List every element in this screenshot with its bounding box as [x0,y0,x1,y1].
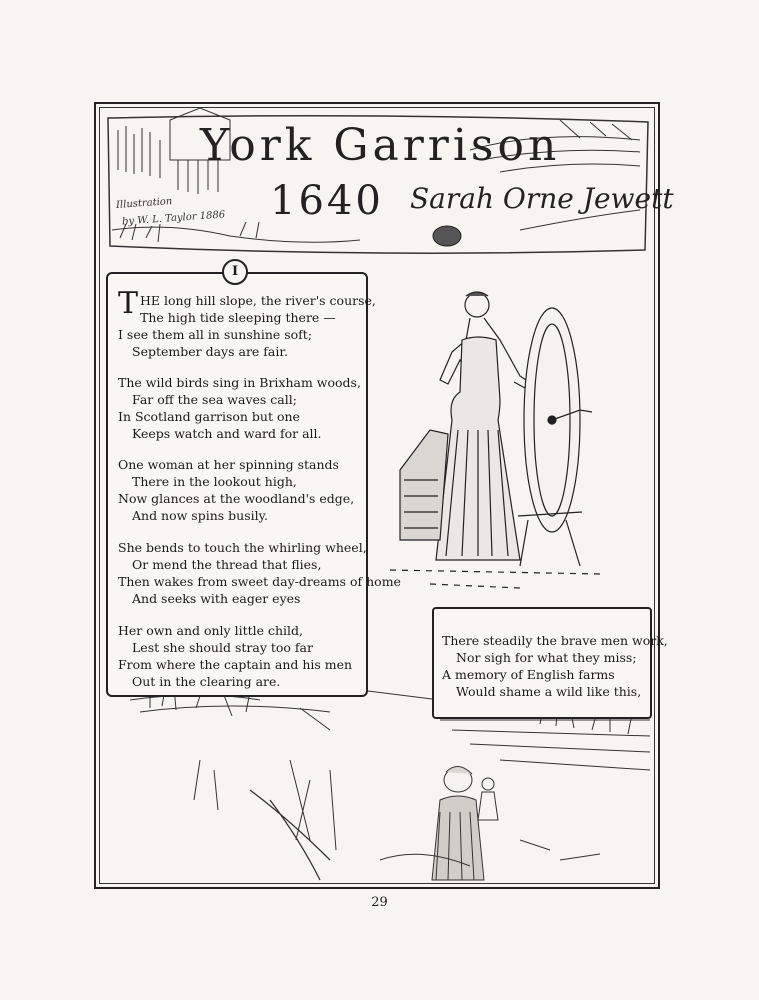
drop-cap: T [118,286,139,321]
verse-line: And seeks with eager eyes [132,591,301,606]
verse-line: There steadily the brave men work, [442,633,668,648]
poem-title: York Garrison [200,120,561,171]
verse-line: Then wakes from sweet day-dreams of home [118,574,401,589]
verse-line: Keeps watch and ward for all. [132,426,322,441]
poem-author: Sarah Orne Jewett [410,182,674,215]
verse-line: Would shame a wild like this, [456,684,642,699]
verse-line: HE long hill slope, the river's course, [140,293,376,308]
verse-line: From where the captain and his men [118,657,353,672]
stanza-3 [118,456,368,524]
verse-line: Out in the clearing are. [132,674,281,689]
section-marker: I [222,259,248,285]
verse-line: The wild birds sing in Brixham woods, [118,375,361,390]
verse-line: There in the lookout high, [132,474,297,489]
verse-line: She bends to touch the whirling wheel, [118,540,367,555]
verse-line: Lest she should stray too far [132,640,313,655]
stanza-4 [118,539,401,607]
verse-line: Nor sigh for what they miss; [456,650,637,665]
poem-year: 1640 [270,178,384,224]
woman-spinning-illustration [390,292,600,588]
verse-line: A memory of English farms [442,667,615,682]
illustration-credit-line-2: by W. L. Taylor 1886 [121,209,226,228]
verse-line: Now glances at the woodland's edge, [118,491,355,506]
illustration-credit-line-1: Illustration [115,196,173,211]
page-number: 29 [371,895,388,910]
verse-line: Or mend the thread that flies, [132,557,322,572]
stanza-1 [118,286,376,360]
verse-line: The high tide sleeping there — [140,310,336,325]
verse-line: I see them all in sunshine soft; [118,327,313,342]
stanza-2 [118,374,368,442]
verse-line: Her own and only little child, [118,623,304,638]
verse-line: Far off the sea waves call; [132,392,297,407]
verse-line: September days are fair. [132,344,288,359]
stanza-6 [442,632,668,700]
verse-line: In Scotland garrison but one [118,409,300,424]
verse-line: One woman at her spinning stands [118,457,339,472]
verse-line: And now spins busily. [132,508,268,523]
stanza-5 [118,622,368,690]
